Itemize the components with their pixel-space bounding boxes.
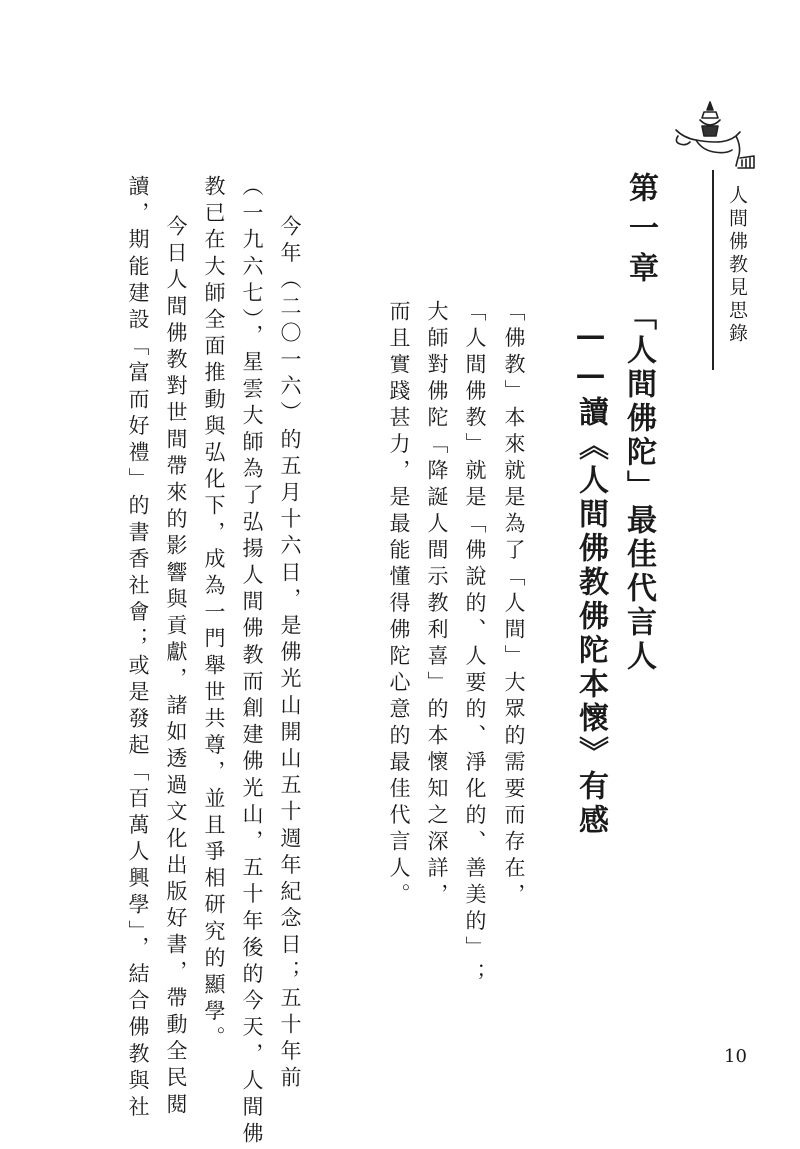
intro-line: 「人間佛教」就是「佛說的、人要的、淨化的、善美的」； (463, 300, 487, 989)
intro-line: 而且實踐甚力，是最能懂得佛陀心意的最佳代言人。 (387, 300, 411, 910)
running-head-rule (712, 170, 714, 370)
intro-line: 大師對佛陀「降誕人間示教利喜」的本懷知之深詳， (425, 300, 449, 910)
chapter-subtitle: ——讀《人間佛教佛陀本懷》有感 (573, 318, 608, 838)
chapter-label: 第一章 (623, 172, 658, 292)
page-number: 10 (724, 1046, 747, 1067)
body-line: 今年（二〇一六）的五月十六日，是佛光山開山五十週年紀念日；五十年前 (278, 215, 302, 1093)
body-line: 今日人間佛教對世間帶來的影響與貢獻，諸如透過文化出版好書，帶動全民閱 (164, 215, 188, 1120)
intro-line: 「佛教」本來就是為了「人間」大眾的需要而存在， (502, 300, 526, 910)
lotus-hand-icon (670, 96, 760, 174)
running-head: 人間佛教見思錄 (726, 185, 748, 346)
chapter-title: 「人間佛陀」最佳代言人 (621, 300, 656, 674)
body-line: （一九六七），星雲大師為了弘揚人間佛教而創建佛光山，五十年後的今天，人間佛 (240, 175, 264, 1149)
body-line: 讀，期能建設「富而好禮」的書香社會；或是發起「百萬人興學」，結合佛教與社 (126, 175, 150, 1123)
body-line: 教已在大師全面推動與弘化下，成為一門舉世共尊，並且爭相研究的顯學。 (202, 175, 226, 1053)
